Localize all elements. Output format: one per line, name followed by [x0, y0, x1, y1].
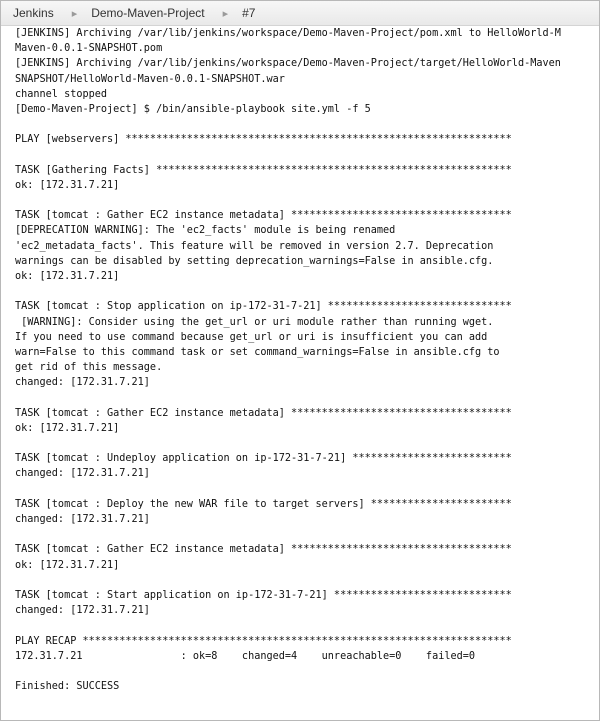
chevron-right-icon: ▸: [71, 7, 78, 20]
console-line: [JENKINS] Archiving /var/lib/jenkins/workspace/Demo-Maven-Project/pom.xml to HelloWorld-M: [15, 28, 561, 39]
chevron-right-icon: ▸: [222, 7, 229, 20]
breadcrumb-item-build[interactable]: [242, 1, 255, 25]
console-line: PLAY RECAP **********************************************************************: [15, 635, 512, 647]
console-line: TASK [tomcat : Gather EC2 instance metadata] ************************************: [15, 407, 512, 419]
console-line: changed: [172.31.7.21]: [15, 514, 150, 525]
console-line: ok: [172.31.7.21]: [15, 271, 120, 282]
console-line: Maven-0.0.1-SNAPSHOT.pom: [15, 43, 163, 55]
console-line: [15, 573, 599, 588]
console-line: If you need to use command because get_url or uri is insufficient you can add: [15, 331, 488, 343]
console-line: get rid of this message.: [15, 362, 163, 374]
console-line: TASK [Gathering Facts] **********************************************************: [15, 164, 512, 176]
breadcrumb-label[interactable]: Jenkins: [13, 6, 54, 20]
console-line: ok: [172.31.7.21]: [15, 179, 120, 191]
console-line: [JENKINS] Archiving /var/lib/jenkins/workspace/Demo-Maven-Project/target/HelloWorld-Maven: [15, 58, 561, 70]
console-line: [WARNING]: Consider using the get_url or uri module rather than running wget.: [15, 316, 494, 328]
console-line: [15, 436, 599, 451]
console-line: Finished: SUCCESS: [15, 681, 120, 693]
console-line: TASK [tomcat : Undeploy application on ip-172-31-7-21] **************************: [15, 453, 512, 465]
console-line: changed: [172.31.7.21]: [15, 377, 150, 389]
console-line: changed: [172.31.7.21]: [15, 605, 150, 617]
console-line: [15, 284, 599, 299]
console-line: TASK [tomcat : Stop application on ip-172-31-7-21] ******************************: [15, 301, 512, 313]
console-line: channel stopped: [15, 88, 108, 100]
console-line: 172.31.7.21 : ok=8 changed=4 unreachable=0 failed=0: [15, 650, 476, 662]
console-line: changed: [172.31.7.21]: [15, 468, 150, 480]
console-line: [15, 527, 599, 542]
console-line: ok: [172.31.7.21]: [15, 422, 120, 434]
breadcrumb-item-project[interactable]: [91, 1, 204, 25]
console-line: [15, 664, 599, 679]
console-line: [15, 193, 599, 208]
console-line: SNAPSHOT/HelloWorld-Maven-0.0.1-SNAPSHOT.war: [15, 73, 285, 85]
breadcrumb-item-jenkins[interactable]: [1, 1, 54, 25]
console-line: [15, 148, 599, 163]
breadcrumb-label[interactable]: Demo-Maven-Project: [91, 6, 205, 20]
breadcrumb: [1, 1, 599, 26]
console-line: [15, 618, 599, 633]
console-line: warn=False to this command task or set command_warnings=False in ansible.cfg to: [15, 346, 500, 358]
console-line: TASK [tomcat : Deploy the new WAR file to target servers] ***********************: [15, 498, 512, 510]
console-line: ok: [172.31.7.21]: [15, 559, 120, 571]
console-line: TASK [tomcat : Start application on ip-172-31-7-21] *****************************: [15, 589, 512, 601]
console-output: [1, 26, 599, 720]
console-line: TASK [tomcat : Gather EC2 instance metadata] ************************************: [15, 210, 512, 222]
console-line: PLAY [webservers] ***************************************************************: [15, 134, 512, 146]
console-line: [15, 482, 599, 497]
console-line: [15, 117, 599, 132]
console-line: warnings can be disabled by setting deprecation_warnings=False in ansible.cfg.: [15, 255, 494, 267]
console-line: TASK [tomcat : Gather EC2 instance metadata] ************************************: [15, 544, 512, 556]
console-line: 'ec2_metadata_facts'. This feature will be removed in version 2.7. Deprecation: [15, 240, 494, 252]
console-line: [DEPRECATION WARNING]: The 'ec2_facts' module is being renamed: [15, 225, 396, 237]
console-line: [15, 391, 599, 406]
breadcrumb-label[interactable]: #7: [242, 6, 256, 20]
console-line: [Demo-Maven-Project] $ /bin/ansible-playbook site.yml -f 5: [15, 103, 371, 115]
